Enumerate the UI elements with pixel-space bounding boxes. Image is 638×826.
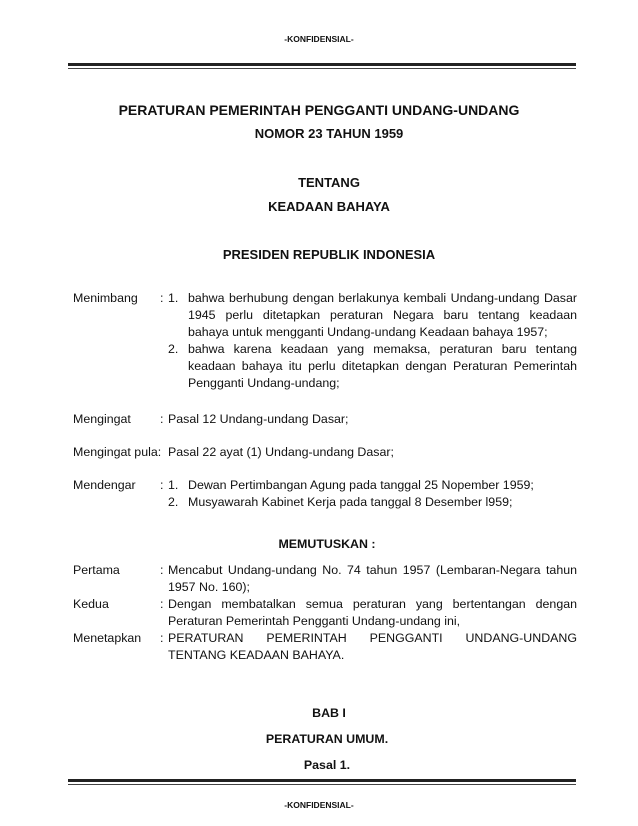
mendengar-item1-num: 1.	[168, 478, 179, 492]
pertama-line1: Mencabut Undang-undang No. 74 tahun 1957 (Lembaran-Negara tahun	[168, 563, 577, 577]
mendengar-colon: :	[160, 478, 164, 492]
mendengar-label: Mendengar	[73, 478, 136, 492]
menetapkan-colon: :	[160, 631, 164, 645]
memutuskan-heading: MEMUTUSKAN :	[278, 537, 376, 551]
kedua-label: Kedua	[73, 597, 109, 611]
menimbang-label: Menimbang	[73, 291, 138, 305]
pertama-line2: 1957 No. 160);	[168, 580, 250, 594]
mendengar-item1-text: Dewan Pertimbangan Agung pada tanggal 25 Nopember 1959;	[188, 478, 534, 492]
header-rule-thin	[68, 68, 576, 69]
mengingat-text: Pasal 12 Undang-undang Dasar;	[168, 412, 349, 426]
bab-title: BAB I	[312, 706, 346, 720]
menetapkan-label: Menetapkan	[73, 631, 142, 645]
menimbang-item2-line2: keadaan bahaya itu perlu ditetapkan dengan Peraturan Pemerintah	[188, 359, 577, 373]
title-line2: NOMOR 23 TAHUN 1959	[254, 126, 404, 141]
title-president: PRESIDEN REPUBLIK INDONESIA	[222, 247, 436, 262]
menimbang-item2-line3: Pengganti Undang-undang;	[188, 376, 340, 390]
title-subject: KEADAAN BAHAYA	[268, 199, 390, 214]
pasal-heading: Pasal 1.	[303, 758, 351, 772]
footer-rule	[68, 779, 576, 782]
footer-rule-thin	[68, 784, 576, 785]
mengingat-label: Mengingat	[73, 412, 131, 426]
menimbang-item2-line1: bahwa karena keadaan yang memaksa, peraturan baru tentang	[188, 342, 577, 356]
pertama-label: Pertama	[73, 563, 120, 577]
title-tentang: TENTANG	[298, 175, 360, 190]
mengingat-pula-text: Pasal 22 ayat (1) Undang-undang Dasar;	[168, 445, 394, 459]
header-rule	[68, 63, 576, 66]
menimbang-item1-num: 1.	[168, 291, 179, 305]
menimbang-colon: :	[160, 291, 164, 305]
footer-confidential: -KONFIDENSIAL-	[284, 800, 354, 810]
menetapkan-line1: PERATURAN PEMERINTAH PENGGANTI UNDANG-UNDANG	[168, 631, 577, 645]
mendengar-item2-num: 2.	[168, 495, 179, 509]
kedua-colon: :	[160, 597, 164, 611]
mendengar-item2-text: Musyawarah Kabinet Kerja pada tanggal 8 Desember l959;	[188, 495, 513, 509]
mengingat-colon: :	[160, 412, 164, 426]
menimbang-item1-line3: bahaya untuk mengganti Undang-undang Keadaan bahaya 1957;	[188, 325, 548, 339]
title-line1: PERATURAN PEMERINTAH PENGGANTI UNDANG-UNDANG	[118, 102, 520, 118]
kedua-line1: Dengan membatalkan semua peraturan yang bertentangan dengan	[168, 597, 577, 611]
mengingat-pula-label: Mengingat pula:	[73, 445, 162, 459]
menetapkan-line2: TENTANG KEADAAN BAHAYA.	[168, 648, 345, 662]
menimbang-item1-line1: bahwa berhubung dengan berlakunya kembali Undang-undang Dasar	[188, 291, 577, 305]
menimbang-item1-line2: 1945 perlu ditetapkan peraturan Negara baru tentang keadaan	[188, 308, 577, 322]
pertama-colon: :	[160, 563, 164, 577]
menimbang-item2-num: 2.	[168, 342, 179, 356]
kedua-line2: Peraturan Pemerintah Pengganti Undang-undang ini,	[168, 614, 461, 628]
bab-subtitle: PERATURAN UMUM.	[265, 732, 389, 746]
header-confidential: -KONFIDENSIAL-	[284, 34, 354, 44]
